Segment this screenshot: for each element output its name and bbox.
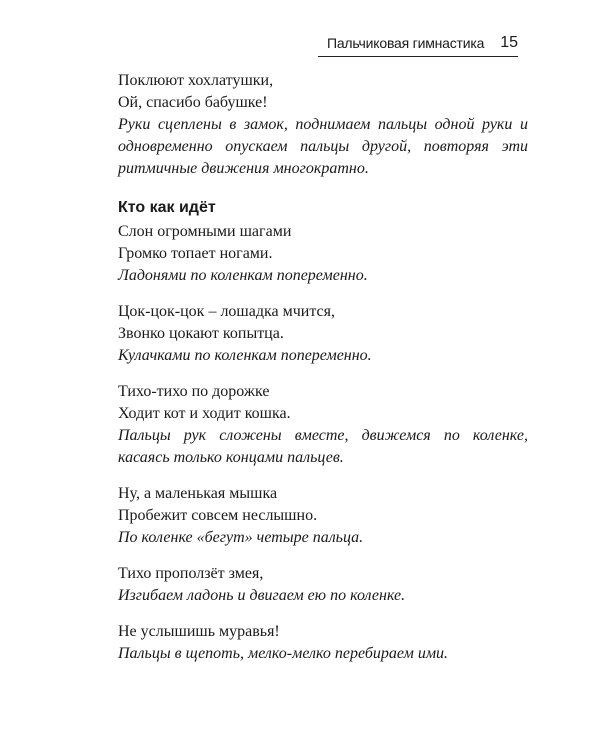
instruction-text: По коленке «бегут» четыре пальца. [118, 529, 364, 546]
page-body [118, 70, 528, 665]
instruction-text: Ладонями по коленкам попеременно. [118, 267, 368, 284]
verse-line: Цок-цок-цок – лошадка мчится, [118, 303, 336, 320]
instruction-text: Руки сцеплены в замок, поднимаем пальцы одной руки и одновременно опускаем пальцы другой, повторяя эти ритмичные движения многократно. [118, 116, 528, 177]
verse-line: Ну, а маленькая мышка [118, 485, 278, 502]
verse-line: Ой, спасибо бабушке! [118, 94, 268, 111]
instruction-text: Пальцы рук сложены вместе, движемся по коленке, касаясь только концами пальцев. [118, 427, 528, 466]
stanza-snake [118, 563, 528, 607]
stanza-horse [118, 301, 528, 367]
verse-line: Громко топает ногами. [118, 245, 273, 262]
verse-line: Тихо-тихо по дорожке [118, 383, 270, 400]
verse-line: Пробежит совсем неслышно. [118, 507, 318, 524]
verse-line: Слон огромными шагами [118, 223, 292, 240]
instruction-text: Кулачками по коленкам попеременно. [118, 347, 372, 364]
verse-line: Ходит кот и ходит кошка. [118, 405, 291, 422]
verse-line: Не услышишь муравья! [118, 623, 280, 640]
header-rule [318, 56, 518, 57]
stanza-mouse [118, 483, 528, 549]
section-heading: Кто как идёт [118, 199, 216, 216]
verse-line: Поклюют хохлатушки, [118, 72, 274, 89]
stanza-ant [118, 621, 528, 665]
instruction-text: Пальцы в щепоть, мелко-мелко перебираем ими. [118, 645, 449, 662]
verse-line: Звонко цокают копытца. [118, 325, 284, 342]
stanza-elephant [118, 221, 528, 287]
verse-line: Тихо проползёт змея, [118, 565, 264, 582]
instruction-text: Изгибаем ладонь и двигаем ею по коленке. [118, 587, 406, 604]
chapter-title: Пальчиковая гимнастика [326, 35, 485, 51]
stanza-cat [118, 381, 528, 469]
running-header [318, 34, 518, 56]
page-number: 15 [500, 34, 518, 51]
intro-stanza [118, 70, 528, 180]
